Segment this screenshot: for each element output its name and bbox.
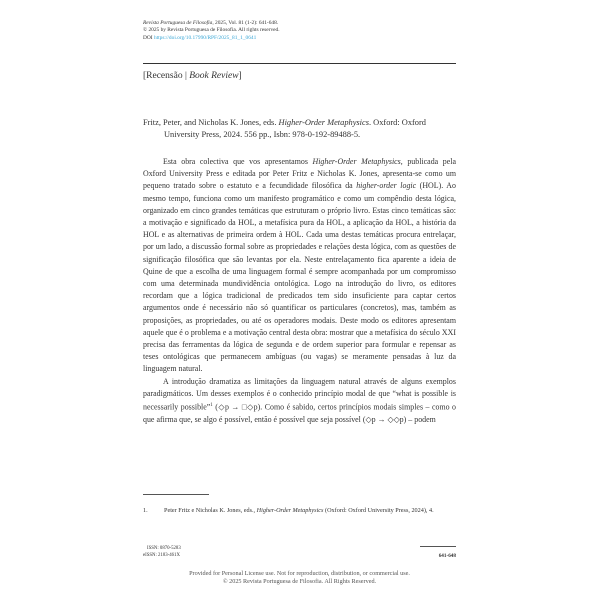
journal-citation: Revista Portuguesa de Filosofia, 2025, Vol. 81 (1-2): 641-648. <box>143 20 279 26</box>
license-notice: Provided for Personal License use. Not for reproduction, distribution, or commercial use. © 2025 Revista Portuguesa de Filosofia. All Rights Reserved. <box>189 570 410 586</box>
paragraph-1: Esta obra colectiva que vos apresentamos Higher-Order Metaphysics, publicada pela Oxford University Press e editada por Peter Fritz e Nicholas K. Jones, apresenta-se como um pequeno tratado sobre o estatuto e a fecundidade filosófica da higher-order logic (HOL). Ao mesmo tempo, funciona como um manifesto programático e como um compêndio desta lógica, organizado em cinco grandes temáticas que estruturam o próprio livro. Estas cinco temáticas são: a motivação e significado da HOL, a metafísica pura da HOL, a aplicação da HOL, a história da HOL e as alternativas de primeira ordem à HOL. Cada uma destas temáticas procura entrelaçar, por um lado, a discussão formal sobre as propriedades e relações desta lógica, com as questões de significação filosófica que são levantas por ela. Neste entrelaçamento fica aparente a ideia de Quine de que a escolha de uma linguagem formal é sempre acompanhada por um compromisso com uma determinada mundividência ontológica. Logo na introdução do livro, os editores recordam que a lógica tradicional de predicados tem sido insuficiente para captar certos argumentos onde é necessário não só quantificar os particulares (concretos), mas, também as proposições, as propriedades, ou até os operadores modais. Deste modo os editores apresentam aquele que é o problema e a motivação central desta obra: mostrar que a metafísica do século XXI precisa das ferramentas da lógica de segunda e de ordem superior para formular e repensar as teses ontológicas que permanecem ambíguas (ou vagas) se meramente pensadas à luz da linguagem natural. <box>143 157 456 374</box>
doi-link[interactable]: https://doi.org/10.17990/RPF/2025_81_1_0641 <box>153 34 257 41</box>
book-title: Higher-Order Metaphysics <box>278 118 369 127</box>
footnote-ref[interactable]: 1 <box>210 403 213 409</box>
page-range: 641-648 <box>438 553 456 559</box>
footnote-1: 1. Peter Fritz e Nicholas K. Jones, eds., Higher-Order Metaphysics (Oxford: Oxford University Press, 2024), 4. <box>143 507 434 514</box>
book-citation: Fritz, Peter, and Nicholas K. Jones, eds. Higher-Order Metaphysics. Oxford: Oxford University Press, 2024. 556 pp., Isbn: 978-0-192-89488-5. <box>143 118 426 139</box>
running-header <box>143 20 280 42</box>
doi-line: DOI https://doi.org/10.17990/RPF/2025_81_1_0641 <box>143 34 257 41</box>
paragraph-2: A introdução dramatiza as limitações da linguagem natural através de alguns exemplos paradigmáticos. Um desses exemplos é o conhecido princípio modal de que “what is possible is necessarily possible”$^1$ (◇p → □◇p). Como é sabido, certos princípios modais simples – como o que afirma que, se algo é possível, então é possível que seja possível (◇p → ◇◇p) – podem <box>143 376 457 424</box>
header-rule <box>143 63 456 64</box>
page <box>143 0 456 600</box>
issn: ISSN: 0870-5283 <box>147 546 181 551</box>
footnote-rule <box>143 494 209 495</box>
body-text <box>143 156 456 426</box>
issn-block <box>143 546 181 559</box>
footnote-number: 1. <box>143 507 148 514</box>
eissn: eISSN: 2183-461X <box>143 552 180 558</box>
section-label: [Recensão | Book Review] <box>143 71 242 81</box>
copyright-line: © 2025 by Revista Portuguesa de Filosofia. All rights reserved. <box>143 27 280 34</box>
page-range-rule <box>420 546 456 547</box>
journal-name: Revista Portuguesa de Filosofia <box>143 20 213 26</box>
